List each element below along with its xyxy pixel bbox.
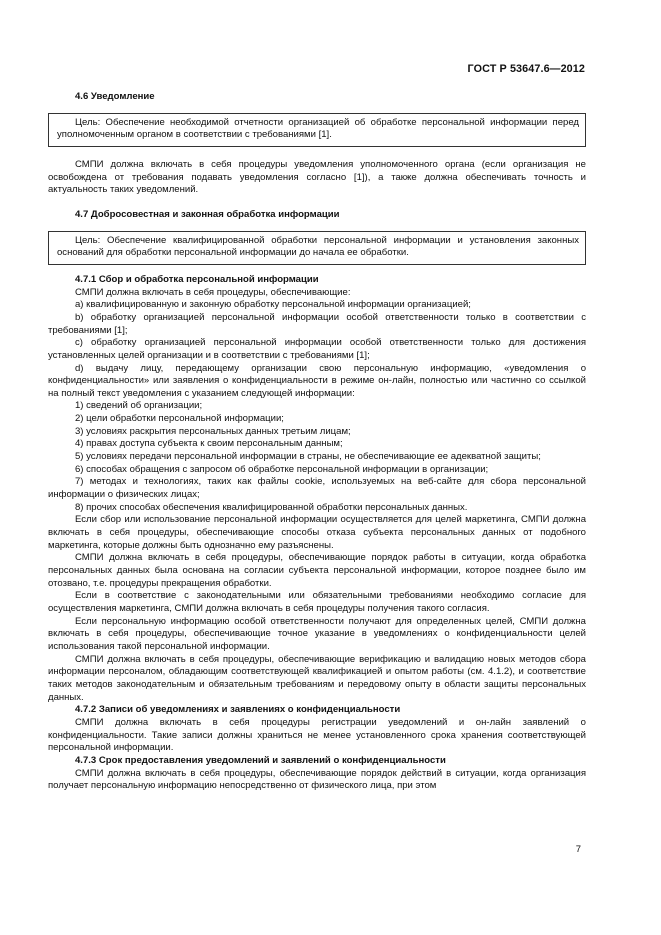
section-4-6-heading: 4.6 Уведомление	[75, 91, 155, 102]
section-4-7-1-intro: СМПИ должна включать в себя процедуры, обеспечивающие:	[75, 286, 351, 298]
section-4-7-3-heading: 4.7.3 Срок предоставления уведомлений и заявлений о конфиденциальности	[75, 754, 446, 766]
section-4-7-1-heading: 4.7.1 Сбор и обработка персональной информации	[75, 273, 319, 285]
section-4-7-2-paragraph: СМПИ должна включать в себя процедуры регистрации уведомлений и он-лайн заявлений о конфиденциальности. Такие записи должны храниться не менее установленного срока хранения соответствующей персональной информации.	[48, 716, 586, 754]
section-4-7-heading: 4.7 Добросовестная и законная обработка информации	[75, 208, 340, 220]
section-4-6-goal-box: Цель: Обеспечение необходимой отчетности организацией об обработке персональной информации перед уполномоченным органом в соответствии с требованиями [1].	[48, 113, 586, 147]
paragraph-sensitive-purposes: Если персональную информацию особой ответственности получают для определенных целей, СМПИ должна включать в себя процедуры, обеспечивающие точное указание в уведомлениях о конфиденциальности целей использования такой персональной информации.	[48, 615, 586, 652]
sublist-item-6: 6) способах обращения с запросом об обработке персональной информации в организации;	[75, 463, 489, 475]
sublist-item-8: 8) прочих способах обеспечения квалифицированной обработки персональных данных.	[75, 501, 468, 513]
section-4-6-paragraph: СМПИ должна включать в себя процедуры уведомления уполномоченного органа (если организация не освобождена от требования подавать уведомления согласно [1]), а также должна обеспечивать точность и актуальность таких уведомлений.	[48, 158, 586, 196]
sublist-item-2: 2) цели обработки персональной информации;	[75, 413, 284, 425]
list-item-a: а) квалифицированную и законную обработку персональной информации организацией;	[75, 299, 471, 311]
list-item-d: d) выдачу лицу, передающему организации свою персональную информацию, «уведомления о конфиденциальности» или заявления о конфиденциальности в режиме он-лайн, полностью или частично со ссылкой на полный текст уведомления с указанием следующей информации:	[48, 362, 586, 399]
paragraph-marketing-consent: Если в соответствие с законодательными или обязательными требованиями необходимо согласие для осуществления маркетинга, СМПИ должна включать в себя процедуры получения такого согласия.	[48, 590, 586, 614]
section-4-7-2-heading: 4.7.2 Записи об уведомлениях и заявлениях о конфиденциальности	[75, 704, 401, 716]
paragraph-consent-withdrawal: СМПИ должна включать в себя процедуры, обеспечивающие порядок работы в ситуации, когда обработка персональных данных была основана на согласии субъекта персональной информации, которое позднее было им отозвано, т.е. процедуры прекращения обработки.	[48, 552, 586, 589]
page-number: 7	[575, 844, 581, 855]
list-item-b: b) обработку организацией персональной информации особой ответственности только в соответствии с требованиями [1];	[48, 311, 586, 336]
page-content	[48, 91, 586, 793]
sublist-item-4: 4) правах доступа субъекта к своим персональным данным;	[75, 438, 343, 450]
sublist-item-3: 3) условиях раскрытия персональных данных третьим лицам;	[75, 425, 351, 437]
list-item-c: c) обработку организацией персональной информации особой ответственности только для достижения установленных целей организации и в соответствии с требованиями [1];	[48, 337, 586, 361]
paragraph-marketing-optout: Если сбор или использование персональной информации осуществляется для целей маркетинга, СМПИ должна включать в себя процедуры, обеспечивающие способы отказа субъекта персональных данных от подобного маркетинга, которые должны быть однозначно ему разъяснены.	[48, 514, 586, 551]
section-4-7-goal-box: Цель: Обеспечение квалифицированной обработки персональной информации и установления законных оснований для обработки персональной информации до начала ее обработки.	[48, 231, 586, 265]
sublist-item-1: 1) сведений об организации;	[75, 400, 203, 412]
section-4-7-3-paragraph: СМПИ должна включать в себя процедуры, обеспечивающие порядок действий в ситуации, когда организация получает персональную информацию непосредственно от физического лица, при этом	[48, 767, 586, 792]
sublist-item-7: 7) методах и технологиях, таких как файлы cookie, используемых на веб-сайте для сбора персональной информации о физических лицах;	[48, 476, 586, 501]
paragraph-collection-methods: СМПИ должна включать в себя процедуры, обеспечивающие верификацию и валидацию новых методов сбора информации персоналом, обладающим соответствующей квалификацией и опытом работы (см. 4.1.2), и соответствие таких методов законодательным и обязательным требованиям и передовому опыту в области защиты персональных данных.	[48, 653, 586, 703]
sublist-item-5: 5) условиях передачи персональной информации в страны, не обеспечивающие ее адекватной защиты;	[75, 451, 541, 463]
standard-number: ГОСТ Р 53647.6—2012	[467, 63, 585, 75]
